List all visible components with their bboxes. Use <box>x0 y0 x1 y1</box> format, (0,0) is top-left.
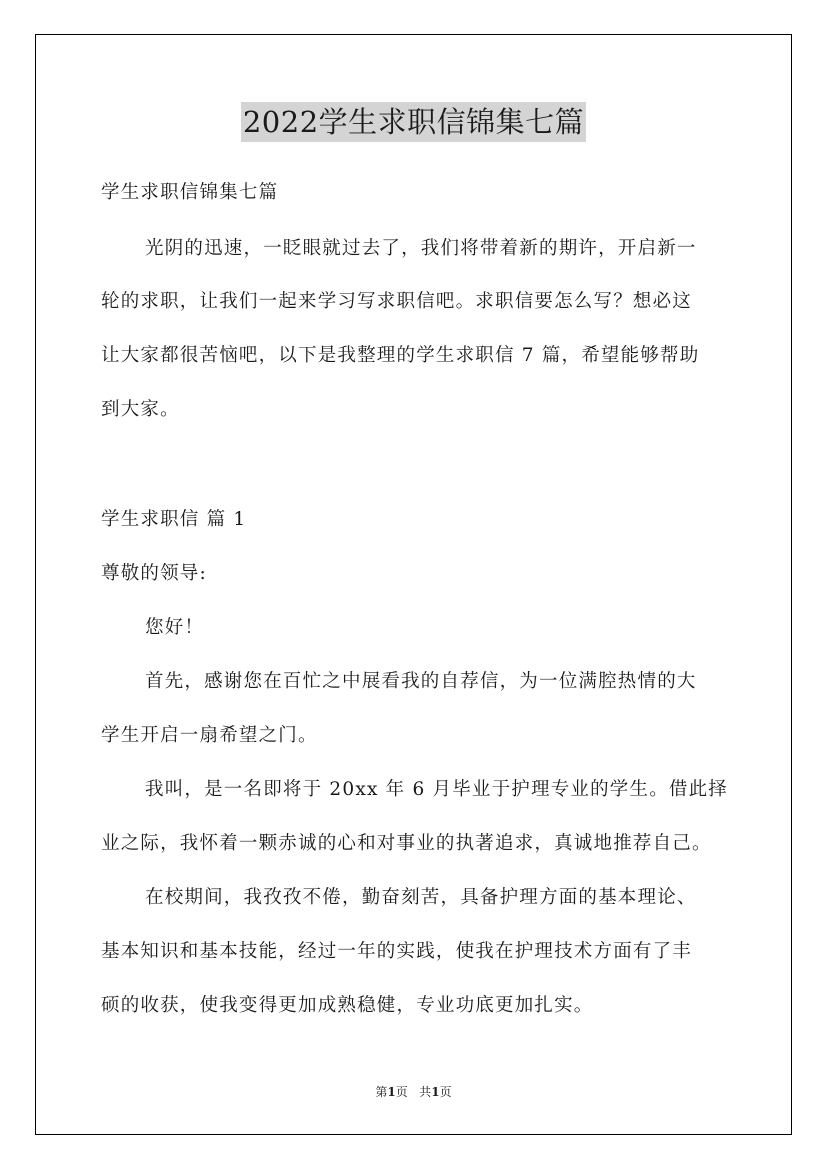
para2-line-1: 我叫，是一名即将于 20xx 年 6 月毕业于护理专业的学生。借此择 <box>145 779 729 800</box>
greeting: 您好！ <box>145 617 205 638</box>
intro-line-3: 让大家都很苦恼吧，以下是我整理的学生求职信 7 篇，希望能够帮助 <box>101 345 700 366</box>
footer-total-suffix: 页 <box>439 1085 452 1099</box>
intro-line-2: 轮的求职，让我们一起来学习写求职信吧。求职信要怎么写？想必这 <box>101 291 693 312</box>
page-footer <box>0 1084 827 1100</box>
footer-total-pages: 1 <box>431 1085 440 1099</box>
para3-line-2: 基本知识和基本技能，经过一年的实践，使我在护理技术方面有了丰 <box>101 941 693 962</box>
intro-line-4: 到大家。 <box>101 399 180 420</box>
intro-line-1: 光阴的迅速，一眨眼就过去了，我们将带着新的期许，开启新一 <box>145 238 697 259</box>
footer-page-number: 1 <box>387 1085 396 1099</box>
para2-line-2: 业之际，我怀着一颗赤诚的心和对事业的执著追求，真诚地推荐自己。 <box>101 833 712 854</box>
salutation: 尊敬的领导: <box>101 563 207 584</box>
para1-line-2: 学生开启一扇希望之门。 <box>101 725 318 746</box>
para3-line-1: 在校期间，我孜孜不倦，勤奋刻苦，具备护理方面的基本理论、 <box>145 887 697 908</box>
title-container <box>0 102 827 142</box>
footer-prefix: 第 <box>375 1085 388 1099</box>
document-title: 2022学生求职信锦集七篇 <box>241 102 586 142</box>
document-subtitle: 学生求职信锦集七篇 <box>101 182 279 203</box>
para3-line-3: 硕的收获，使我变得更加成熟稳健，专业功底更加扎实。 <box>101 995 594 1016</box>
para1-line-1: 首先，感谢您在百忙之中展看我的自荐信，为一位满腔热情的大 <box>145 671 697 692</box>
footer-page-suffix: 页 共 <box>395 1085 432 1099</box>
section-heading: 学生求职信 篇 1 <box>101 509 247 530</box>
